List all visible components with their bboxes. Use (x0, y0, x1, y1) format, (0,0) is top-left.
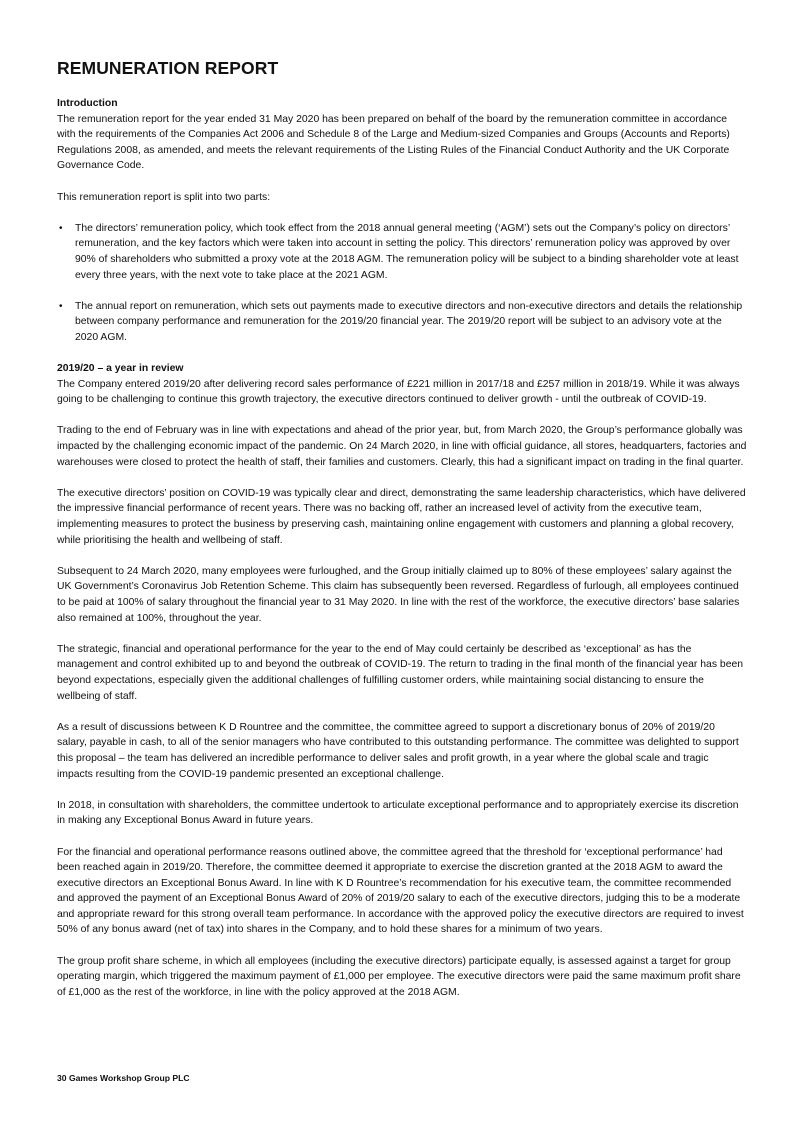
list-item-text: The annual report on remuneration, which sets out payments made to executive directors and non-executive directors and details the relationship between company performance and remuneration for the 2019/20 financial year. The 2019/20 report will be subject to an advisory vote at the 2020 AGM. (75, 300, 743, 343)
review-paragraph: For the financial and operational performance reasons outlined above, the committee agreed that the threshold for ‘exceptional performance’ had been reached again in 2019/20. Therefore, the committee deemed it appropriate to exercise the discretion granted at the 2018 AGM to award the executive directors an Exceptional Bonus Award. In line with K D Rountree’s recommendation for his executive team, the committee recommended and approved the payment of an Exceptional Bonus Award of 20% of 2019/20 salary to each of the executive directors, judging this to be a moderate and appropriate reward for this strong overall team performance. In accordance with the approved policy the executive directors are required to invest 50% of any bonus award (net of tax) into shares in the Company, and to hold these shares for a minimum of two years. (57, 846, 744, 936)
intro-paragraph: The remuneration report for the year ended 31 May 2020 has been prepared on behalf of the board by the remuneration committee in accordance with the requirements of the Companies Act 2006 and Schedule 8 of the Large and Medium-sized Companies and Groups (Accounts and Reports) Regulations 2008, as amended, and meets the relevant requirements of the Listing Rules of the Financial Conduct Authority and the UK Corporate Governance Code. (57, 113, 730, 172)
list-item (57, 299, 747, 346)
list-item-text: The directors’ remuneration policy, which took effect from the 2018 annual general meeting (‘AGM’) sets out the Company’s policy on directors’ remuneration, and the key factors which were taken into account in setting the policy. This directors’ remuneration policy was approved by over 90% of shareholders who submitted a proxy vote at the 2018 AGM. The remuneration policy will be subject to a binding shareholder vote at least every three years, with the next vote to take place at the 2021 AGM. (75, 222, 739, 281)
introduction-heading: Introduction (57, 98, 118, 109)
review-paragraph: The executive directors’ position on COVID-19 was typically clear and direct, demonstrating the same leadership characteristics, which have delivered the impressive financial performance of recent years. There was no backing off, rather an increased level of activity from the executive team, implementing measures to protect the business by preserving cash, maintaining online engagement with customers and planning a global recovery, while prioritising the health and wellbeing of staff. (57, 487, 746, 546)
page-footer: 30 Games Workshop Group PLC (57, 1073, 190, 1083)
review-paragraph: Subsequent to 24 March 2020, many employees were furloughed, and the Group initially claimed up to 80% of these employees’ salary against the UK Government’s Coronavirus Job Retention Scheme. This claim has subsequently been reversed. Regardless of furlough, all employees continued to be paid at 100% of salary throughout the financial year to 31 May 2020. In line with the rest of the workforce, the executive directors’ base salaries also remained at 100%, throughout the year. (57, 565, 740, 624)
review-paragraph: In 2018, in consultation with shareholders, the committee undertook to articulate exceptional performance and to appropriately exercise its discretion in making any Exceptional Bonus Award in future years. (57, 799, 739, 827)
page-title: REMUNERATION REPORT (57, 58, 279, 78)
bullet-icon: • (59, 222, 63, 234)
intro-split-paragraph: This remuneration report is split into two parts: (57, 191, 271, 203)
report-body (57, 96, 747, 1000)
review-paragraph: Trading to the end of February was in line with expectations and ahead of the prior year, but, from March 2020, the Group’s performance globally was impacted by the challenging economic impact of the pandemic. On 24 March 2020, in line with official guidance, all stores, headquarters, factories and warehouses were closed to protect the health of staff, their families and customers. Clearly, this had a significant impact on trading in the final quarter. (57, 425, 747, 468)
review-paragraph: The strategic, financial and operational performance for the year to the end of May could certainly be described as ‘exceptional’ as has the management and control exhibited up to and beyond the outbreak of COVID-19. The return to trading in the final month of the financial year has been beyond expectations, especially given the additional challenges of fulfilling customer orders, while maintaining social distancing to ensure the wellbeing of staff. (57, 643, 744, 702)
year-in-review-heading: 2019/20 – a year in review (57, 363, 184, 375)
review-paragraph: As a result of discussions between K D Rountree and the committee, the committee agreed to support a discretionary bonus of 20% of 2019/20 salary, payable in cash, to all of the senior managers who have contributed to this outstanding performance. The committee was delighted to support this proposal – the team has delivered an incredible performance to deliver sales and profit growth, in a year where the global scale and tragic impacts resulting from the COVID-19 pandemic presented an exceptional challenge. (57, 721, 739, 780)
parts-list (57, 221, 747, 346)
review-paragraph: The group profit share scheme, in which all employees (including the executive directors) participate equally, is assessed against a target for group operating margin, which triggered the maximum payment of £1,000 per employee. The executive directors were paid the same maximum profit share of £1,000 as the rest of the workforce, in line with the policy approved at the 2018 AGM. (57, 955, 741, 998)
bullet-icon: • (59, 300, 63, 312)
list-item (57, 221, 747, 283)
review-paragraph: The Company entered 2019/20 after delivering record sales performance of £221 million in 2017/18 and £257 million in 2018/19. While it was always going to be challenging to continue this growth trajectory, the executive directors continued to deliver growth - until the outbreak of COVID-19. (57, 378, 740, 406)
